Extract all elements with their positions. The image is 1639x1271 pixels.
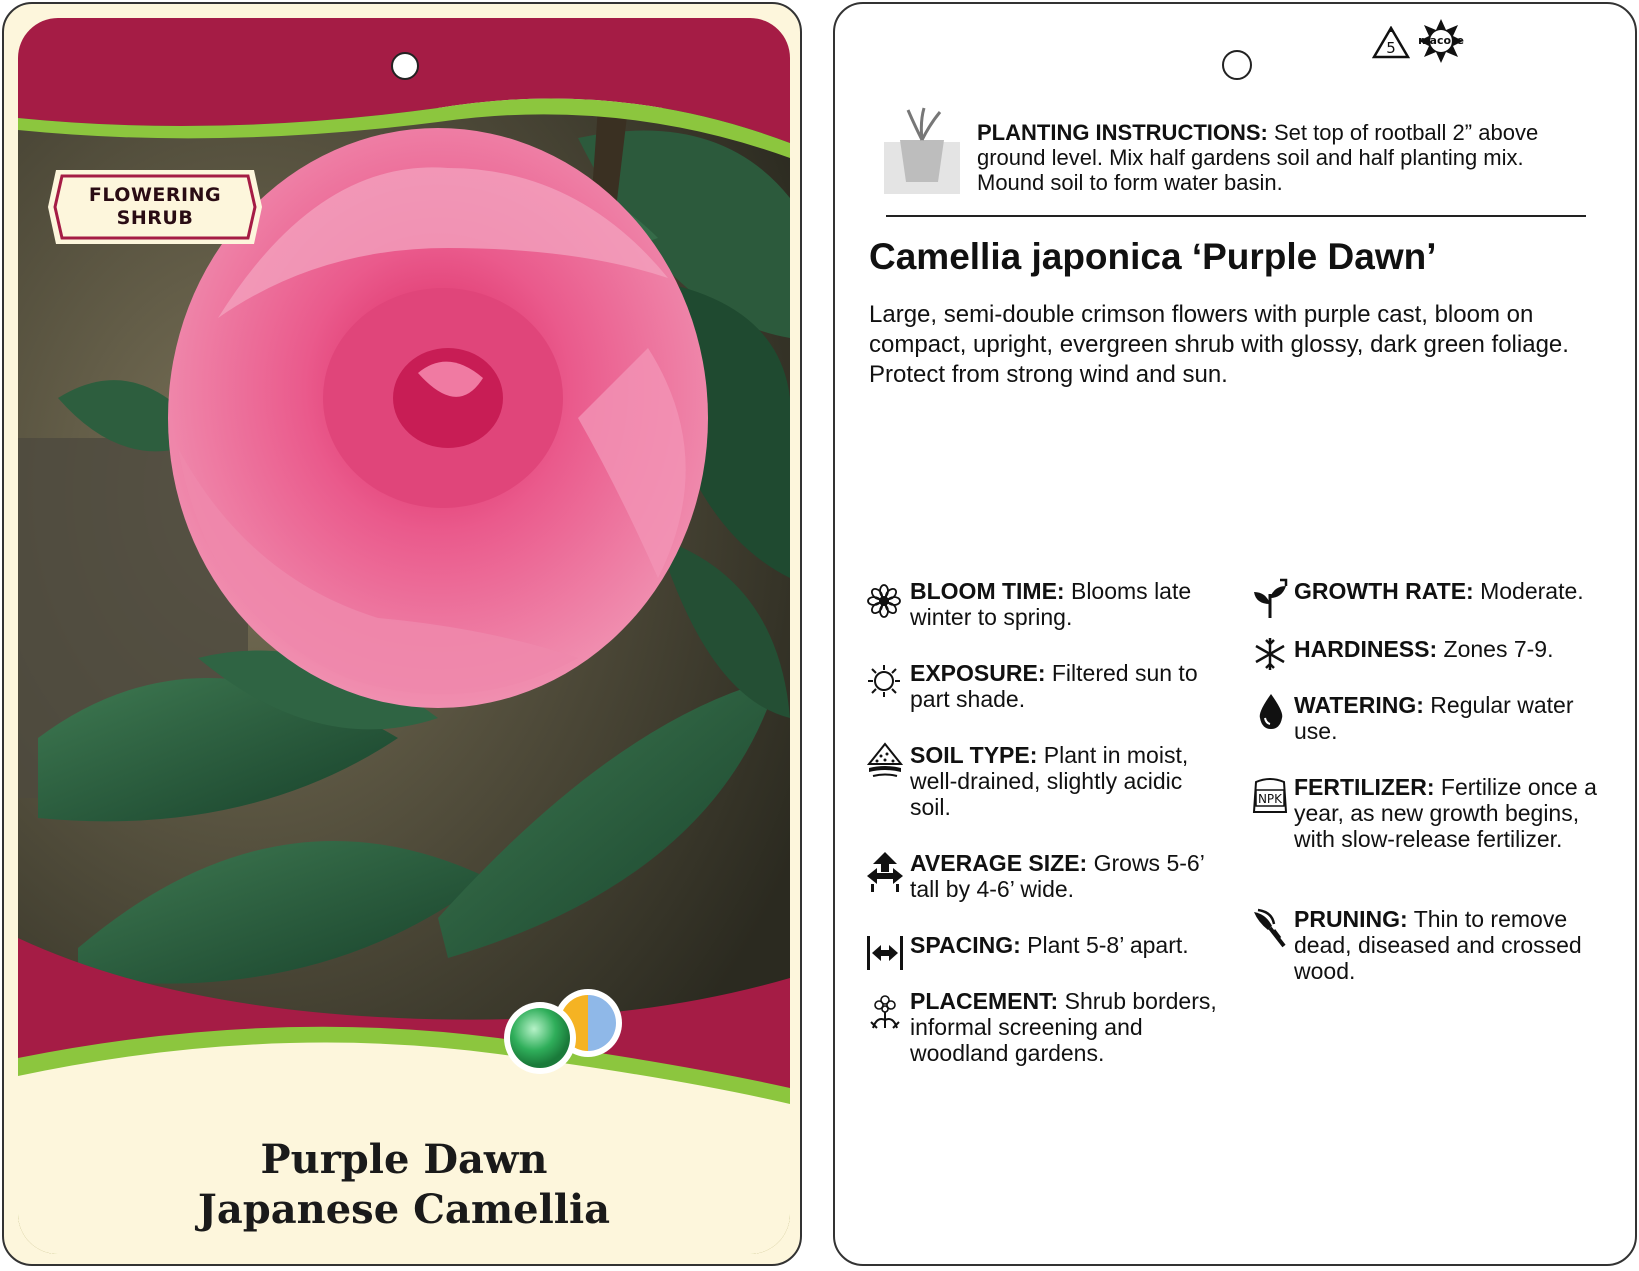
planting-instructions-text: Set top of rootball 2” above ground level. Mix half gardens soil and half planting mix. Mound soil to form water basin.: [977, 120, 1539, 195]
flowering-shrub-badge: [48, 170, 262, 244]
soil-type-text: Plant in moist, well-drained, slightly acidic soil.: [910, 742, 1189, 820]
bloom-time-icon: [867, 584, 901, 618]
fertilizer-text: Fertilize once a year, as new growth begins, with slow-release fertilizer.: [1294, 774, 1597, 852]
exposure-attribute: [910, 660, 1220, 712]
planting-pot-icon: [884, 104, 960, 194]
planting-instructions-label: PLANTING INSTRUCTIONS:: [977, 120, 1268, 145]
pruning-icon: [1252, 908, 1288, 948]
spacing-text: Plant 5-8’ apart.: [1020, 932, 1189, 958]
plant-description: Large, semi-double crimson flowers with purple cast, bloom on compact, upright, evergreen shrub with glossy, dark green foliage. Protect from strong wind and sun.: [869, 301, 1569, 388]
badge-line-1: FLOWERING: [88, 184, 222, 206]
fertilizer-label: FERTILIZER:: [1294, 774, 1435, 800]
exposure-text: Filtered sun to part shade.: [910, 660, 1198, 712]
fertilizer-attribute: [1294, 774, 1604, 852]
pruning-label: PRUNING:: [1294, 906, 1408, 932]
front-tag-face: [18, 18, 790, 1254]
soil-type-attribute: [910, 742, 1220, 820]
spacing-attribute: [910, 932, 1230, 958]
spacing-label: SPACING:: [910, 932, 1021, 958]
soil-type-icon: [867, 742, 903, 782]
hardiness-icon: [1252, 636, 1288, 672]
fertilizer-icon: [1252, 776, 1288, 814]
exposure-icon: [867, 664, 901, 698]
hang-hole-back: [1222, 50, 1252, 80]
recycle-icon: [1372, 26, 1410, 60]
average-size-attribute: [910, 850, 1220, 902]
soil-type-label: SOIL TYPE:: [910, 742, 1038, 768]
divider: [886, 215, 1586, 217]
common-name-line-1: Purple Dawn: [260, 1136, 548, 1183]
placement-icon: [867, 992, 903, 1030]
average-size-text: Grows 5-6’ tall by 4-6’ wide.: [910, 850, 1204, 902]
recycle-number: 5: [1386, 39, 1396, 57]
pruning-attribute: [1294, 906, 1604, 984]
watering-label: WATERING:: [1294, 692, 1424, 718]
bloom-time-label: BLOOM TIME:: [910, 578, 1065, 604]
growth-rate-text: Moderate.: [1473, 578, 1584, 604]
planting-instructions: [977, 120, 1577, 195]
fertilizer-icon-text: NPK: [1257, 792, 1283, 806]
common-name-line-2: Japanese Camellia: [197, 1186, 611, 1233]
hardiness-text: Zones 7-9.: [1437, 636, 1554, 662]
growth-rate-icon: [1252, 578, 1288, 618]
exposure-label: EXPOSURE:: [910, 660, 1046, 686]
placement-text: Shrub borders, informal screening and woodland gardens.: [910, 988, 1217, 1066]
scientific-name: Camellia japonica ‘Purple Dawn’: [869, 236, 1437, 277]
bloom-time-attribute: [910, 578, 1220, 630]
bloom-time-text: Blooms late winter to spring.: [910, 578, 1192, 630]
growth-rate-attribute: [1294, 578, 1624, 604]
front-tag: [2, 2, 802, 1266]
placement-label: PLACEMENT:: [910, 988, 1059, 1014]
placement-attribute: [910, 988, 1230, 1066]
hardiness-label: HARDINESS:: [1294, 636, 1438, 662]
growth-rate-label: GROWTH RATE:: [1294, 578, 1474, 604]
light-requirement-icons: [500, 986, 635, 1076]
watering-attribute: [1294, 692, 1594, 744]
badge-label: [48, 184, 262, 230]
spacing-icon: [867, 936, 903, 970]
badge-line-2: SHRUB: [116, 207, 194, 229]
average-size-label: AVERAGE SIZE:: [910, 850, 1088, 876]
watering-icon: [1258, 694, 1284, 730]
macore-label: macore: [1418, 34, 1464, 47]
hang-hole-front: [391, 52, 419, 80]
hardiness-attribute: [1294, 636, 1624, 662]
watering-text: Regular water use.: [1294, 692, 1574, 744]
pruning-text: Thin to remove dead, diseased and crossed wood.: [1294, 906, 1582, 984]
average-size-icon: [867, 852, 903, 892]
